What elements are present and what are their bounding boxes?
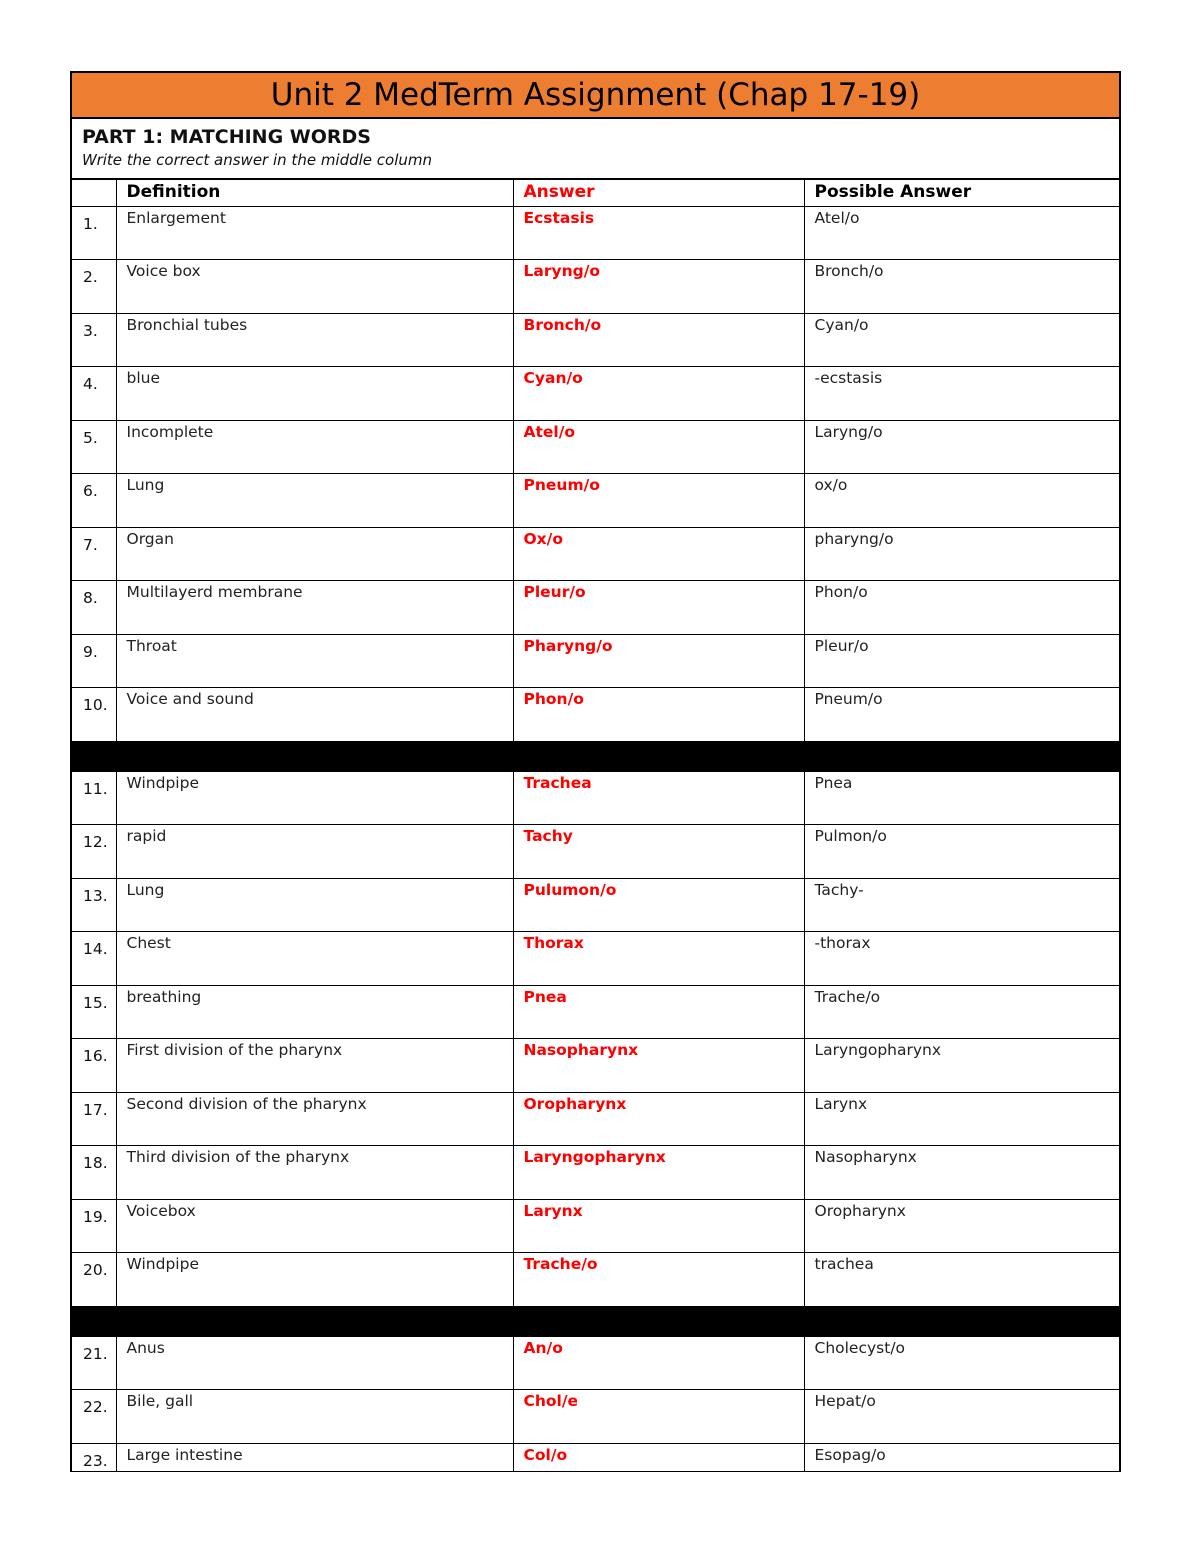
possible-answer-cell: Tachy- [804, 878, 1119, 932]
item-number: 22. [72, 1390, 116, 1444]
table-row [72, 313, 1119, 367]
possible-answer-cell: Pleur/o [804, 634, 1119, 688]
table-row [72, 771, 1119, 825]
possible-answer-cell: trachea [804, 1253, 1119, 1307]
definition-cell: Windpipe [116, 1253, 513, 1307]
item-number: 10. [72, 688, 116, 742]
definition-cell: Second division of the pharynx [116, 1092, 513, 1146]
item-number: 14. [72, 932, 116, 986]
table-header-row [72, 180, 1119, 206]
definition-cell: Chest [116, 932, 513, 986]
answer-cell[interactable]: Cyan/o [513, 367, 804, 421]
item-number: 12. [72, 825, 116, 879]
item-number: 20. [72, 1253, 116, 1307]
answer-cell[interactable]: Pharyng/o [513, 634, 804, 688]
answer-cell[interactable]: Pleur/o [513, 581, 804, 635]
answer-cell[interactable]: Laryngopharynx [513, 1146, 804, 1200]
item-number: 5. [72, 420, 116, 474]
table-row [72, 1443, 1119, 1471]
answer-cell[interactable]: Trachea [513, 771, 804, 825]
definition-cell: Enlargement [116, 206, 513, 260]
item-number: 8. [72, 581, 116, 635]
possible-answer-cell: Cyan/o [804, 313, 1119, 367]
definition-cell: Multilayerd membrane [116, 581, 513, 635]
possible-answer-cell: Esopag/o [804, 1443, 1119, 1471]
table-row [72, 1039, 1119, 1093]
definition-cell: blue [116, 367, 513, 421]
possible-answer-column-header: Possible Answer [804, 180, 1119, 206]
definition-cell: Voicebox [116, 1199, 513, 1253]
item-number: 21. [72, 1336, 116, 1390]
answer-cell[interactable]: An/o [513, 1336, 804, 1390]
answer-cell[interactable]: Laryng/o [513, 260, 804, 314]
possible-answer-cell: pharyng/o [804, 527, 1119, 581]
item-number: 1. [72, 206, 116, 260]
separator-bar [72, 741, 1119, 771]
table-row [72, 260, 1119, 314]
definition-cell: Voice box [116, 260, 513, 314]
group-separator [72, 741, 1119, 771]
table-row [72, 474, 1119, 528]
definition-cell: Anus [116, 1336, 513, 1390]
table-row [72, 1146, 1119, 1200]
answer-cell[interactable]: Chol/e [513, 1390, 804, 1444]
separator-bar [72, 1306, 1119, 1336]
assignment-document [70, 71, 1121, 1472]
item-number: 11. [72, 771, 116, 825]
definition-cell: rapid [116, 825, 513, 879]
item-number: 16. [72, 1039, 116, 1093]
possible-answer-cell: Larynx [804, 1092, 1119, 1146]
table-row [72, 367, 1119, 421]
possible-answer-cell: Oropharynx [804, 1199, 1119, 1253]
item-number: 9. [72, 634, 116, 688]
answer-cell[interactable]: Tachy [513, 825, 804, 879]
number-column-header [72, 180, 116, 206]
definition-cell: Incomplete [116, 420, 513, 474]
possible-answer-cell: Phon/o [804, 581, 1119, 635]
answer-cell[interactable]: Atel/o [513, 420, 804, 474]
answer-cell[interactable]: Thorax [513, 932, 804, 986]
table-row [72, 878, 1119, 932]
item-number: 3. [72, 313, 116, 367]
answer-cell[interactable]: Bronch/o [513, 313, 804, 367]
item-number: 13. [72, 878, 116, 932]
table-row [72, 985, 1119, 1039]
definition-cell: Voice and sound [116, 688, 513, 742]
table-row [72, 634, 1119, 688]
possible-answer-cell: Nasopharynx [804, 1146, 1119, 1200]
answer-cell[interactable]: Larynx [513, 1199, 804, 1253]
possible-answer-cell: Bronch/o [804, 260, 1119, 314]
possible-answer-cell: -thorax [804, 932, 1119, 986]
part-header [72, 119, 1119, 180]
item-number: 17. [72, 1092, 116, 1146]
definition-cell: breathing [116, 985, 513, 1039]
answer-column-header: Answer [513, 180, 804, 206]
item-number: 18. [72, 1146, 116, 1200]
answer-cell[interactable]: Oropharynx [513, 1092, 804, 1146]
answer-cell[interactable]: Phon/o [513, 688, 804, 742]
table-row [72, 1253, 1119, 1307]
answer-cell[interactable]: Ox/o [513, 527, 804, 581]
definition-column-header: Definition [116, 180, 513, 206]
definition-cell: Windpipe [116, 771, 513, 825]
answer-cell[interactable]: Col/o [513, 1443, 804, 1471]
possible-answer-cell: Pulmon/o [804, 825, 1119, 879]
item-number: 2. [72, 260, 116, 314]
answer-cell[interactable]: Ecstasis [513, 206, 804, 260]
answer-cell[interactable]: Nasopharynx [513, 1039, 804, 1093]
possible-answer-cell: ox/o [804, 474, 1119, 528]
item-number: 4. [72, 367, 116, 421]
matching-table [72, 180, 1119, 1472]
definition-cell: Large intestine [116, 1443, 513, 1471]
answer-cell[interactable]: Pneum/o [513, 474, 804, 528]
table-row [72, 1199, 1119, 1253]
part-title: PART 1: MATCHING WORDS [82, 126, 371, 148]
table-row [72, 527, 1119, 581]
item-number: 23. [72, 1443, 116, 1471]
answer-cell[interactable]: Trache/o [513, 1253, 804, 1307]
part-instruction: Write the correct answer in the middle column [82, 151, 433, 169]
possible-answer-cell: Hepat/o [804, 1390, 1119, 1444]
definition-cell: Organ [116, 527, 513, 581]
item-number: 6. [72, 474, 116, 528]
possible-answer-cell: Laryng/o [804, 420, 1119, 474]
table-row [72, 1390, 1119, 1444]
answer-cell[interactable]: Pulumon/o [513, 878, 804, 932]
possible-answer-cell: Laryngopharynx [804, 1039, 1119, 1093]
definition-cell: Bile, gall [116, 1390, 513, 1444]
definition-cell: Throat [116, 634, 513, 688]
item-number: 7. [72, 527, 116, 581]
possible-answer-cell: -ecstasis [804, 367, 1119, 421]
table-row [72, 825, 1119, 879]
group-separator [72, 1306, 1119, 1336]
definition-cell: Third division of the pharynx [116, 1146, 513, 1200]
table-row [72, 1336, 1119, 1390]
table-row [72, 932, 1119, 986]
possible-answer-cell: Cholecyst/o [804, 1336, 1119, 1390]
item-number: 15. [72, 985, 116, 1039]
definition-cell: First division of the pharynx [116, 1039, 513, 1093]
document-title: Unit 2 MedTerm Assignment (Chap 17-19) [72, 71, 1119, 119]
definition-cell: Bronchial tubes [116, 313, 513, 367]
definition-cell: Lung [116, 474, 513, 528]
table-row [72, 1092, 1119, 1146]
table-row [72, 688, 1119, 742]
possible-answer-cell: Trache/o [804, 985, 1119, 1039]
definition-cell: Lung [116, 878, 513, 932]
possible-answer-cell: Pneum/o [804, 688, 1119, 742]
answer-cell[interactable]: Pnea [513, 985, 804, 1039]
table-row [72, 420, 1119, 474]
possible-answer-cell: Pnea [804, 771, 1119, 825]
item-number: 19. [72, 1199, 116, 1253]
table-row [72, 206, 1119, 260]
possible-answer-cell: Atel/o [804, 206, 1119, 260]
table-row [72, 581, 1119, 635]
